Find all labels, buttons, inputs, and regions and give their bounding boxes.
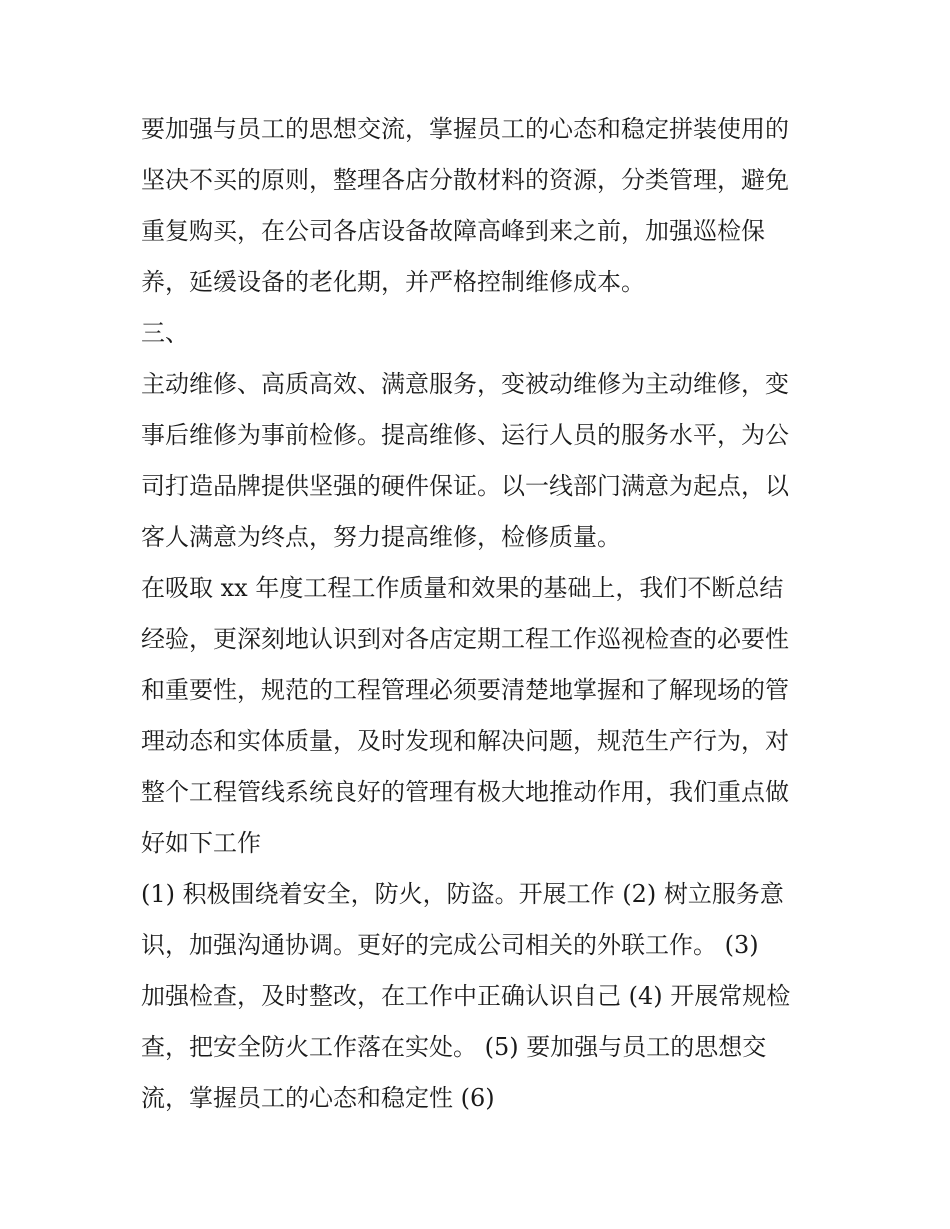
text-line-14: 整个工程管线系统良好的管理有极大地推动作用，我们重点做: [141, 778, 789, 806]
text-line-9: 客人满意为终点，努力提高维修，检修质量。: [141, 523, 621, 551]
section-heading: 三、: [141, 319, 189, 347]
text-line-6: 主动维修、高质高效、满意服务，变被动维修为主动维修，变: [141, 370, 789, 398]
text-line-12: 和重要性，规范的工程管理必须要清楚地掌握和了解现场的管: [141, 676, 789, 704]
text-line-18: 加强检查，及时整改，在工作中正确认识自己 (4) 开展常规检: [141, 982, 791, 1010]
text-line-19: 查，把安全防火工作落在实处。 (5) 要加强与员工的思想交: [141, 1033, 767, 1061]
text-line-16: (1) 积极围绕着安全，防火，防盗。开展工作 (2) 树立服务意: [141, 880, 784, 908]
text-line-20: 流，掌握员工的心态和稳定性 (6): [141, 1084, 495, 1112]
text-line-13: 理动态和实体质量，及时发现和解决问题，规范生产行为，对: [141, 727, 789, 755]
text-line-8: 司打造品牌提供坚强的硬件保证。以一线部门满意为起点，以: [141, 472, 789, 500]
text-line-1: 要加强与员工的思想交流，掌握员工的心态和稳定拼装使用的: [141, 115, 789, 143]
text-line-4: 养，延缓设备的老化期，并严格控制维修成本。: [141, 268, 645, 296]
text-line-7: 事后维修为事前检修。提高维修、运行人员的服务水平，为公: [141, 421, 789, 449]
text-line-15: 好如下工作: [141, 829, 261, 857]
text-line-17: 识，加强沟通协调。更好的完成公司相关的外联工作。 (3): [141, 931, 759, 959]
text-line-3: 重复购买，在公司各店设备故障高峰到来之前，加强巡检保: [141, 217, 765, 245]
text-line-11: 经验，更深刻地认识到对各店定期工程工作巡视检查的必要性: [141, 625, 789, 653]
text-line-10: 在吸取 xx 年度工程工作质量和效果的基础上，我们不断总结: [141, 574, 784, 602]
text-line-2: 坚决不买的原则，整理各店分散材料的资源，分类管理，避免: [141, 166, 789, 194]
